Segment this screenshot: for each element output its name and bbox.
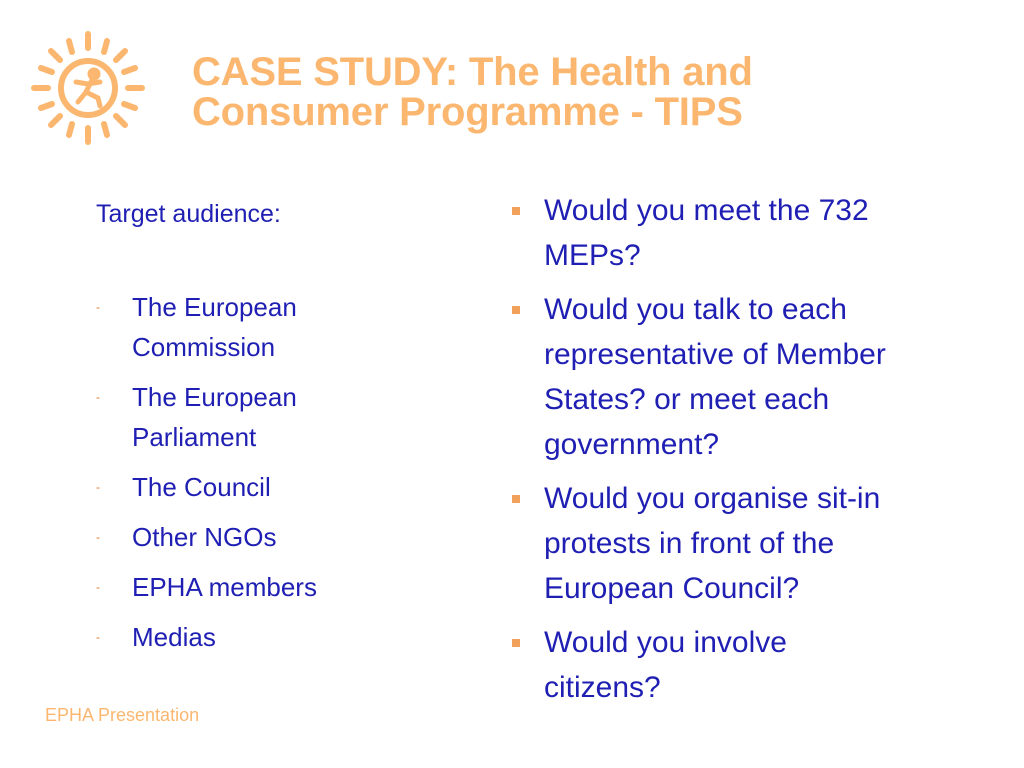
question-text: Would you involve citizens? [544, 626, 787, 704]
list-item [510, 620, 910, 710]
square-bullet-icon [512, 639, 520, 647]
question-text: Would you talk to each representative of Member States? or meet each government? [544, 293, 886, 461]
dash-bullet-icon: - [96, 390, 100, 404]
slide-title-line-1: CASE STUDY: The Health and [192, 50, 753, 94]
list-item [96, 617, 426, 657]
dash-bullet-icon: - [96, 530, 100, 544]
dash-bullet-icon: - [96, 300, 100, 314]
target-audience-label: Target audience: [96, 200, 281, 228]
slide-title-line-2: Consumer Programme - TIPS [192, 90, 743, 134]
list-item [96, 467, 426, 507]
square-bullet-icon [512, 207, 520, 215]
audience-item-label: Medias [132, 622, 216, 652]
square-bullet-icon [512, 306, 520, 314]
audience-item-label: The European Commission [132, 292, 297, 362]
audience-item-label: The European Parliament [132, 382, 297, 452]
dash-bullet-icon: - [96, 580, 100, 594]
list-item [96, 287, 426, 367]
list-item [96, 377, 426, 457]
audience-item-label: Other NGOs [132, 522, 277, 552]
sun-logo-icon [28, 26, 158, 148]
list-item [510, 476, 910, 611]
list-item [510, 287, 910, 467]
square-bullet-icon [512, 495, 520, 503]
target-audience-section [96, 198, 426, 667]
questions-list [510, 188, 910, 710]
audience-list [96, 287, 426, 657]
dash-bullet-icon: - [96, 480, 100, 494]
list-item [96, 567, 426, 607]
question-text: Would you meet the 732 MEPs? [544, 194, 869, 272]
dash-bullet-icon: - [96, 630, 100, 644]
questions-section [510, 188, 910, 719]
question-text: Would you organise sit-in protests in front of the European Council? [544, 482, 881, 605]
list-item [96, 517, 426, 557]
audience-item-label: The Council [132, 472, 271, 502]
slide-title [192, 52, 992, 132]
list-item [510, 188, 910, 278]
audience-item-label: EPHA members [132, 572, 317, 602]
footer-text: EPHA Presentation [45, 705, 200, 725]
